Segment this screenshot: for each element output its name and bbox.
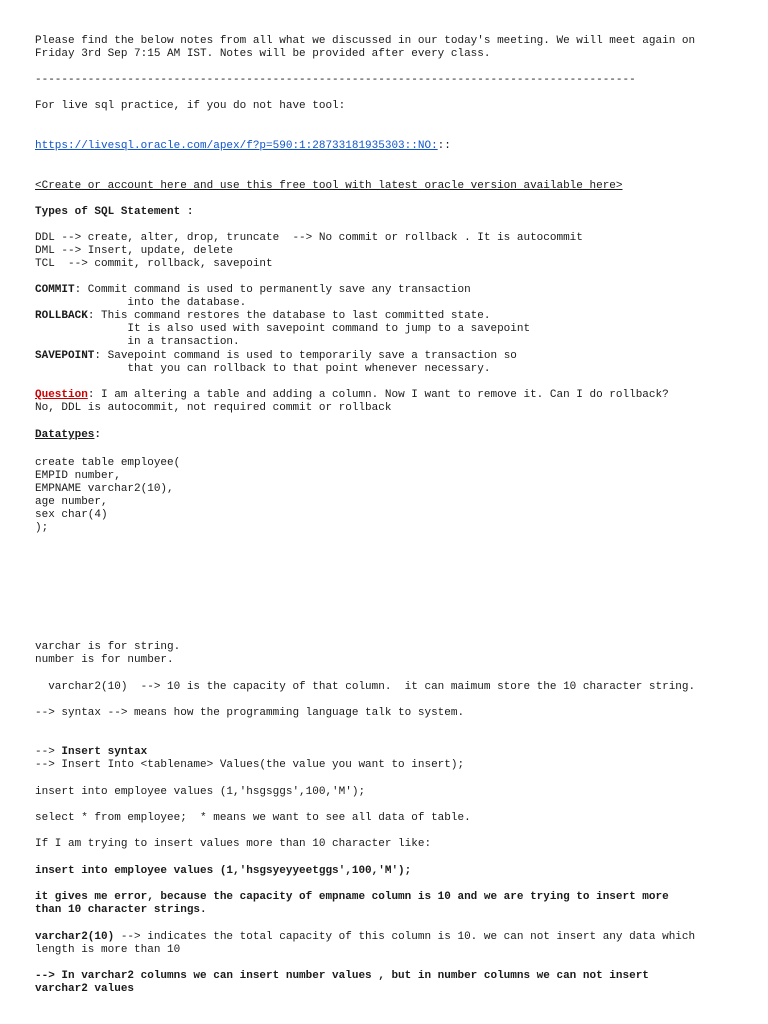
datatypes-colon: : xyxy=(94,429,102,441)
livesql-note: <Create or account here and use this free tool with latest oracle version available here> xyxy=(35,180,623,192)
livesql-link-suffix: :: xyxy=(437,140,451,152)
code-line: sex char(4) xyxy=(35,509,108,521)
rollback-line-3: in a transaction. xyxy=(35,336,240,348)
savepoint-label: SAVEPOINT xyxy=(35,350,95,362)
divider: ------------------------------------------------------------------------------------------- xyxy=(35,74,636,86)
final-note-line-2: varchar2 values xyxy=(35,983,135,995)
livesql-link-line xyxy=(35,140,451,153)
varchar-label: varchar2(10) xyxy=(35,931,115,943)
code-line: EMPID number, xyxy=(35,470,121,482)
types-tcl: TCL --> commit, rollback, savepoint xyxy=(35,258,273,270)
varchar-desc: varchar is for string. xyxy=(35,641,181,653)
commit-text-1: : Commit command is used to permanently save any transaction xyxy=(74,284,471,296)
number-desc: number is for number. xyxy=(35,654,174,666)
question-text: : I am altering a table and adding a column. Now I want to remove it. Can I do rollback? xyxy=(87,389,669,401)
varchar-capacity-line-2: length is more than 10 xyxy=(35,944,181,956)
rollback-line-1 xyxy=(35,310,490,323)
syntax-desc: --> syntax --> means how the programming language talk to system. xyxy=(35,707,465,719)
intro-line-2: Friday 3rd Sep 7:15 AM IST. Notes will be provided after every class. xyxy=(35,48,491,60)
types-heading: Types of SQL Statement : xyxy=(35,206,194,218)
question-line xyxy=(35,389,669,402)
types-dml: DML --> Insert, update, delete xyxy=(35,245,234,257)
error-line-2: than 10 character strings. xyxy=(35,904,207,916)
document-body xyxy=(35,0,760,995)
savepoint-line-2: that you can rollback to that point whenever necessary. xyxy=(35,363,491,375)
code-line: ); xyxy=(35,522,49,534)
bad-insert-example: insert into employee values (1,'hsgsyeyyeetggs',100,'M'); xyxy=(35,865,412,877)
code-line: EMPNAME varchar2(10), xyxy=(35,483,174,495)
question-label: Question xyxy=(35,389,88,401)
intro-line-1: Please find the below notes from all what we discussed in our today's meeting. We will meet again on xyxy=(35,35,696,47)
datatypes-heading: Datatypes xyxy=(35,429,95,441)
insert-heading-prefix: --> xyxy=(35,746,62,758)
commit-label: COMMIT xyxy=(35,284,75,296)
insert-heading: Insert syntax xyxy=(61,746,148,758)
question-answer: No, DDL is autocommit, not required commit or rollback xyxy=(35,402,392,414)
code-line: age number, xyxy=(35,496,108,508)
insert-example: insert into employee values (1,'hsgsggs',100,'M'); xyxy=(35,786,366,798)
final-note-line-1: --> In varchar2 columns we can insert number values , but in number columns we can not insert xyxy=(35,970,649,982)
insert-syntax: --> Insert Into <tablename> Values(the value you want to insert); xyxy=(35,759,465,771)
livesql-intro: For live sql practice, if you do not have tool: xyxy=(35,100,346,112)
code-line: create table employee( xyxy=(35,457,181,469)
capacity-desc: varchar2(10) --> 10 is the capacity of that column. it can maimum store the 10 character string. xyxy=(35,681,696,693)
rollback-line-2: It is also used with savepoint command to jump to a savepoint xyxy=(35,323,531,335)
varchar-capacity-line-1 xyxy=(35,931,695,944)
commit-line-1 xyxy=(35,284,471,297)
rollback-label: ROLLBACK xyxy=(35,310,88,322)
select-example: select * from employee; * means we want to see all data of table. xyxy=(35,812,471,824)
savepoint-text-1: : Savepoint command is used to temporarily save a transaction so xyxy=(94,350,517,362)
commit-line-2: into the database. xyxy=(35,297,247,309)
trying-text: If I am trying to insert values more than 10 character like: xyxy=(35,838,432,850)
error-line-1: it gives me error, because the capacity of empname column is 10 and we are trying to insert more xyxy=(35,891,669,903)
insert-heading-line xyxy=(35,746,147,759)
livesql-link[interactable]: https://livesql.oracle.com/apex/f?p=590:1:28733181935303::NO: xyxy=(35,140,438,152)
savepoint-line-1 xyxy=(35,350,517,363)
types-ddl: DDL --> create, alter, drop, truncate --> No commit or rollback . It is autocommit xyxy=(35,232,583,244)
rollback-text-1: : This command restores the database to last committed state. xyxy=(87,310,491,322)
varchar-text-1: --> indicates the total capacity of this column is 10. we can not insert any data which xyxy=(114,931,696,943)
datatypes-heading-line xyxy=(35,429,101,442)
